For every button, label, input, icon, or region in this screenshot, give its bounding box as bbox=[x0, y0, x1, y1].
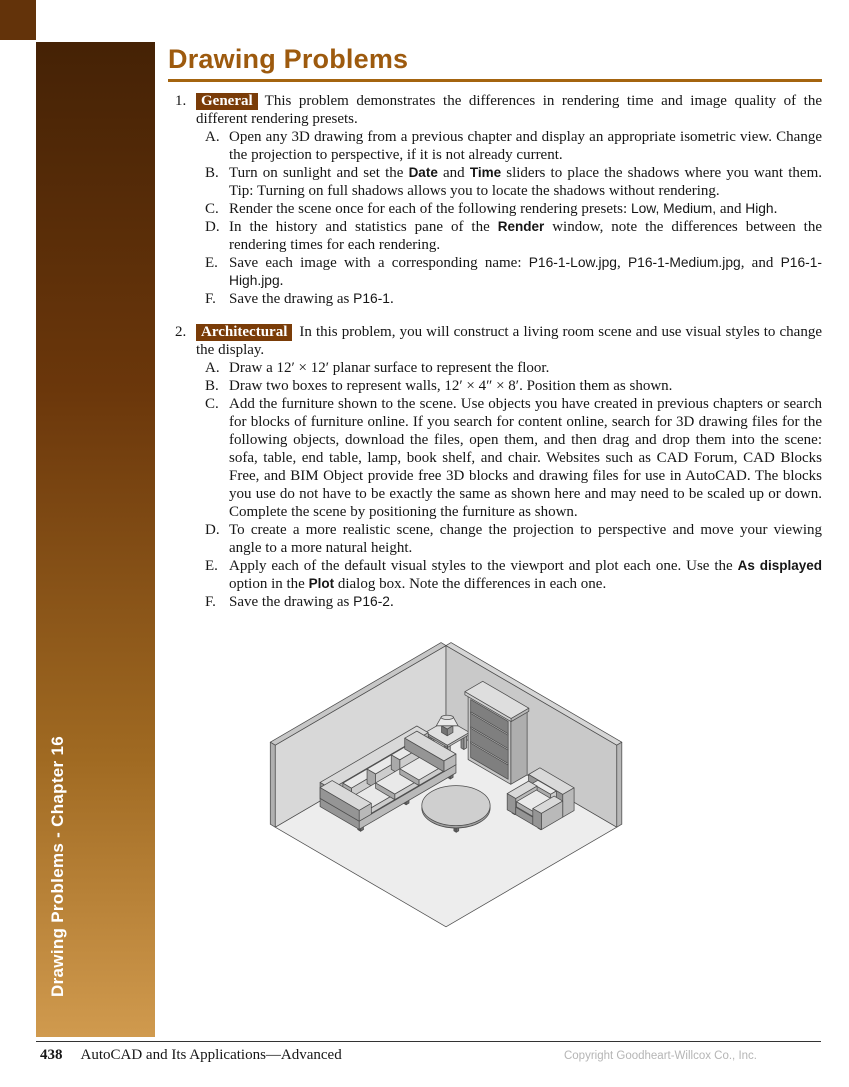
step-text bbox=[229, 377, 822, 395]
step-letter: C. bbox=[205, 201, 219, 217]
problem-step bbox=[196, 359, 822, 377]
problem-step bbox=[196, 290, 822, 308]
bookshelf bbox=[511, 710, 527, 784]
copyright-notice: Copyright Goodheart-Willcox Co., Inc. bbox=[563, 1050, 757, 1062]
step-letter: E. bbox=[205, 255, 218, 271]
text-segment: This problem demonstrates the differences in rendering time and image quality of the different rendering presets. bbox=[196, 93, 822, 127]
step-letter: D. bbox=[205, 219, 220, 235]
text-segment: Save the drawing as bbox=[229, 594, 354, 610]
step-text bbox=[229, 164, 822, 200]
text-segment: , bbox=[616, 255, 628, 271]
text-segment: P16-1-High.jpg bbox=[229, 255, 822, 288]
step-text bbox=[229, 128, 822, 164]
problem-step bbox=[196, 200, 822, 218]
problem-step bbox=[196, 164, 822, 200]
text-segment: Render the scene once for each of the following rendering presets: bbox=[229, 201, 631, 217]
step-letter: F. bbox=[205, 291, 216, 307]
text-segment: P16-2 bbox=[353, 594, 390, 609]
text-segment: Low, Medium, bbox=[630, 201, 717, 216]
text-segment: Save the drawing as bbox=[229, 291, 354, 307]
step-letter: C. bbox=[205, 396, 219, 412]
text-segment: P16-1-Low.jpg bbox=[528, 255, 617, 270]
text-segment: dialog box. Note the differences in each one. bbox=[334, 576, 607, 592]
text-segment: Draw a 12′ × 12′ planar surface to represent the floor. bbox=[229, 360, 550, 376]
text-segment: . bbox=[279, 273, 284, 289]
text-segment: and bbox=[716, 201, 746, 217]
problem-tag: General bbox=[196, 93, 258, 110]
right-wall-end bbox=[617, 742, 622, 827]
problem-number: 1. bbox=[175, 93, 187, 109]
text-segment: window, note the differences between the rendering times for each rendering. bbox=[229, 219, 822, 253]
text-segment: In this problem, you will construct a living room scene and use visual styles to change the display. bbox=[196, 324, 822, 358]
problem-step bbox=[196, 218, 822, 254]
title-rule bbox=[168, 79, 822, 82]
step-text bbox=[229, 254, 822, 290]
problem-steps bbox=[196, 359, 822, 611]
text-segment: Add the furniture shown to the scene. Use objects you have created in previous chapters or search for blocks of furniture online. If you search for content online, search for 3D drawing files for the following objects, download the files, open them, and then drag and drop them into the scene: sofa, table, end table, lamp, book shelf, and chair. Websites such as CAD Forum, CAD Blocks Free, and BIM Object provide free 3D blocks and drawing files for use in AutoCAD. The blocks you use do not have to be exactly the same as shown here and may need to be scaled up or down. Complete the scene by positioning the furniture as shown. bbox=[229, 396, 822, 520]
text-segment: To create a more realistic scene, change the projection to perspective and move your viewing angle to a more natural height. bbox=[229, 522, 822, 556]
step-text bbox=[229, 395, 822, 521]
text-segment: sliders to place the shadows where you want them. Tip: Turning on full shadows allows you to locate the shadows without rendering. bbox=[229, 165, 822, 199]
problem-body bbox=[196, 323, 822, 611]
problem-item bbox=[168, 323, 822, 611]
step-letter: B. bbox=[205, 378, 219, 394]
text-segment: . bbox=[389, 291, 394, 307]
corner-tab-block bbox=[0, 0, 36, 40]
step-letter: B. bbox=[205, 165, 219, 181]
step-text bbox=[229, 593, 822, 611]
problem-step bbox=[196, 254, 822, 290]
problem-step bbox=[196, 395, 822, 521]
lamp-shade-top bbox=[441, 715, 453, 719]
problem-step bbox=[196, 593, 822, 611]
problem-body bbox=[196, 92, 822, 308]
page-content bbox=[168, 0, 822, 941]
problem-intro bbox=[196, 323, 822, 359]
text-segment: Date bbox=[408, 165, 438, 180]
coffee-table-top bbox=[422, 786, 490, 826]
problems-list bbox=[168, 92, 822, 611]
step-text bbox=[229, 218, 822, 254]
step-text bbox=[229, 359, 822, 377]
problem-item bbox=[168, 92, 822, 308]
page-footer bbox=[36, 1041, 821, 1064]
problem-step bbox=[196, 377, 822, 395]
step-letter: A. bbox=[205, 129, 220, 145]
page-number: 438 bbox=[40, 1047, 63, 1063]
chapter-sidebar-label: Drawing Problems - Chapter 16 bbox=[48, 736, 67, 997]
page-title: Drawing Problems bbox=[168, 44, 409, 74]
text-segment: . bbox=[773, 201, 778, 217]
text-segment: . bbox=[389, 594, 394, 610]
text-segment: As displayed bbox=[737, 558, 823, 573]
chapter-sidebar-tab bbox=[36, 42, 155, 1037]
left-wall-end bbox=[270, 742, 275, 827]
text-segment: P16-1 bbox=[353, 291, 390, 306]
text-segment: Time bbox=[469, 165, 502, 180]
step-letter: F. bbox=[205, 594, 216, 610]
problem-steps bbox=[196, 128, 822, 308]
step-letter: D. bbox=[205, 522, 220, 538]
text-segment: Render bbox=[497, 219, 545, 234]
text-segment: Draw two boxes to represent walls, 12′ × 4″ × 8′. Position them as shown. bbox=[229, 378, 673, 394]
text-segment: P16-1-Medium.jpg bbox=[627, 255, 741, 270]
book-title: AutoCAD and Its Applications—Advanced bbox=[80, 1047, 342, 1063]
text-segment: Open any 3D drawing from a previous chapter and display an appropriate isometric view. Change the projection to perspective, if it is not already current. bbox=[229, 129, 822, 163]
problem-step bbox=[196, 557, 822, 593]
step-text bbox=[229, 290, 822, 308]
problem-tag: Architectural bbox=[196, 324, 292, 341]
living-room-figure bbox=[256, 626, 636, 941]
text-segment: High bbox=[745, 201, 774, 216]
text-segment: option in the bbox=[229, 576, 309, 592]
step-text bbox=[229, 557, 822, 593]
step-letter: E. bbox=[205, 558, 218, 574]
text-segment: Plot bbox=[308, 576, 335, 591]
living-room-illustration bbox=[256, 626, 636, 941]
problem-step bbox=[196, 128, 822, 164]
problem-step bbox=[196, 521, 822, 557]
text-segment: , and bbox=[740, 255, 781, 271]
problem-intro bbox=[196, 92, 822, 128]
text-segment: Apply each of the default visual styles to the viewport and plot each one. Use the bbox=[229, 558, 738, 574]
problem-number: 2. bbox=[175, 324, 187, 340]
step-text bbox=[229, 200, 822, 218]
text-segment: In the history and statistics pane of the bbox=[229, 219, 498, 235]
text-segment: Turn on sunlight and set the bbox=[229, 165, 409, 181]
text-segment: Save each image with a corresponding name: bbox=[229, 255, 529, 271]
text-segment: and bbox=[437, 165, 470, 181]
step-text bbox=[229, 521, 822, 557]
step-letter: A. bbox=[205, 360, 220, 376]
